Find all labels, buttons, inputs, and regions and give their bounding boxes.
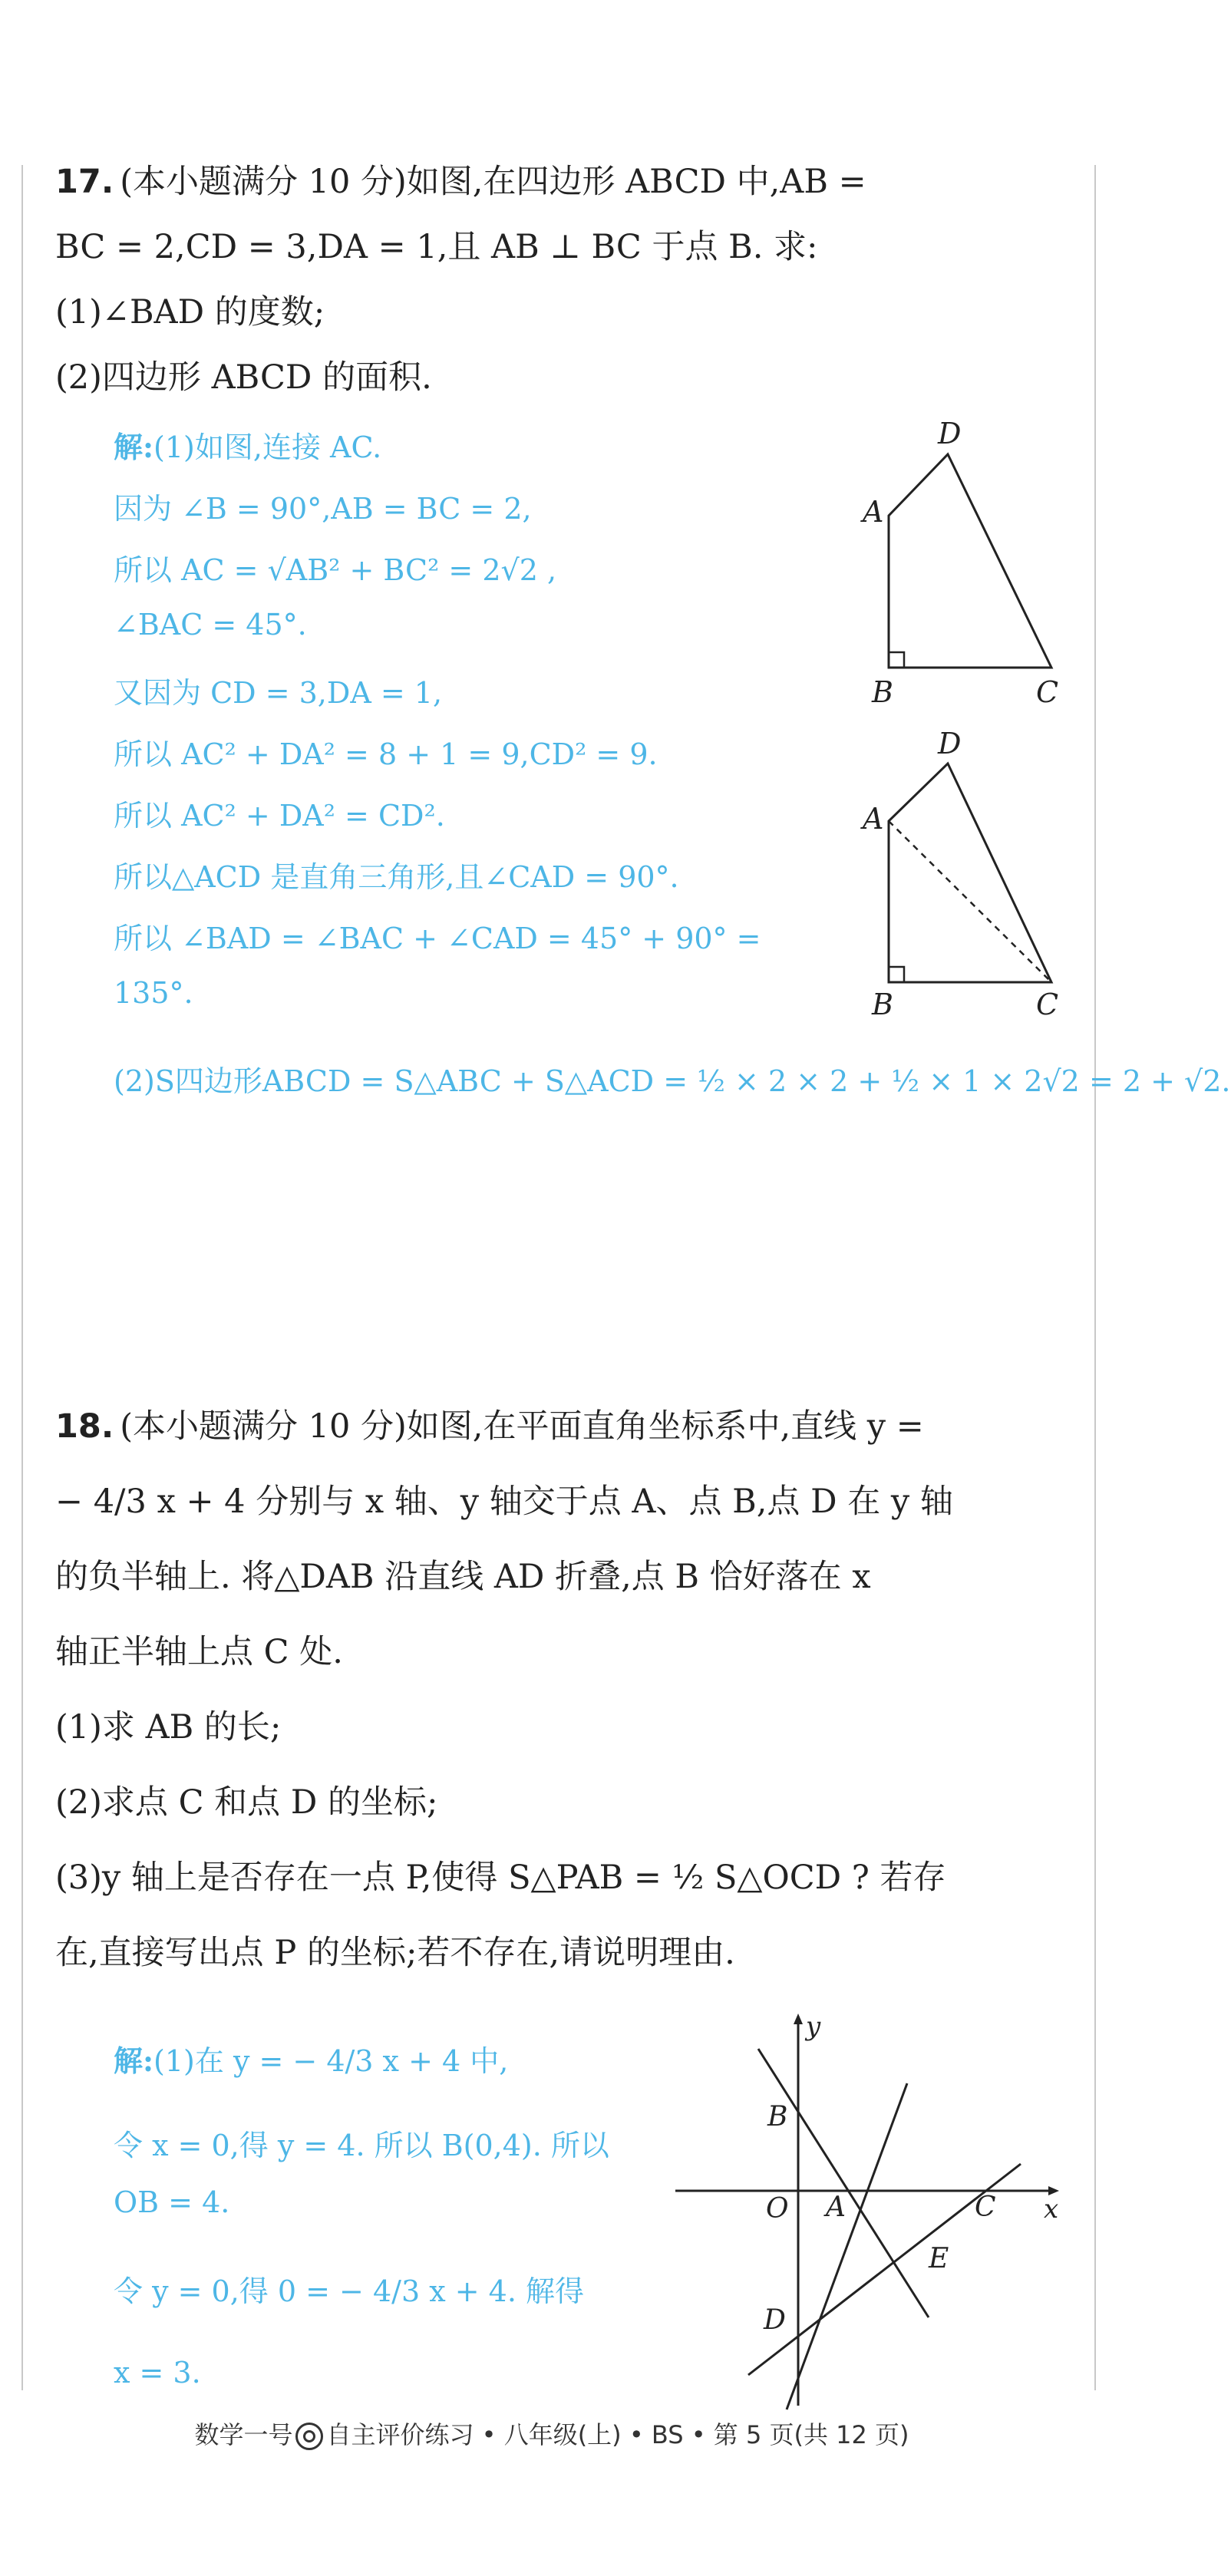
sol17-line11: (2)S四边形ABCD = S△ABC + S△ACD = ½ × 2 × 2 + ½ × 1 × 2√2 = 2 + √2. [114, 1064, 1231, 1098]
label-c: C [1036, 675, 1059, 709]
sol17-line4: ∠BAC = 45°. [114, 608, 307, 642]
label-a: A [826, 2192, 846, 2223]
sol18-keyword: 解: [114, 2043, 154, 2078]
q17-number: 17. [55, 163, 114, 201]
label-e: E [929, 2243, 949, 2274]
label-o: O [766, 2193, 789, 2225]
page-footer [0, 2416, 1104, 2451]
logo-icon [295, 2423, 323, 2450]
q18-number: 18. [55, 1407, 114, 1446]
q18-line2: − 4/3 x + 4 分别与 x 轴、y 轴交于点 A、点 B,点 D 在 y 轴 [55, 1483, 953, 1521]
label-d: D [764, 2304, 786, 2336]
quad-abcd-shape [889, 454, 1051, 668]
figure-coordinate-system [675, 2010, 1074, 2409]
q18-line6: (2)求点 C 和点 D 的坐标; [55, 1783, 438, 1822]
label-d: D [938, 727, 962, 760]
q18-line8: 在,直接写出点 P 的坐标;若不存在,请说明理由. [55, 1934, 735, 1972]
label-x: x [1044, 2194, 1059, 2225]
sol18-line4: 令 y = 0,得 0 = − 4/3 x + 4. 解得 [114, 2274, 584, 2308]
sol17-line2: 因为 ∠B = 90°,AB = BC = 2, [114, 492, 532, 526]
q17-line1 [55, 150, 1053, 215]
sol18-line3: OB = 4. [114, 2185, 230, 2219]
sol17-line1 [114, 424, 381, 466]
sol17-line7: 所以 AC² + DA² = CD². [114, 799, 445, 833]
sol17-line10: 135°. [114, 976, 193, 1010]
label-b: B [872, 988, 893, 1021]
q18-line5: (1)求 AB 的长; [55, 1708, 282, 1746]
q18-line1 [55, 1389, 1053, 1464]
sol17-s1: (1)如图,连接 AC. [153, 430, 382, 464]
right-angle-mark [889, 967, 904, 982]
figure-quadrilateral-2 [852, 729, 1067, 1021]
sol17-line3: 所以 AC = √AB² + BC² = 2√2 , [114, 553, 557, 587]
quad-abcd-shape [889, 764, 1051, 982]
label-c: C [975, 2192, 996, 2223]
q17-line1-text: (本小题满分 10 分)如图,在四边形 ABCD 中,AB = [120, 163, 866, 201]
question-17 [55, 150, 1053, 411]
sol18-line5: x = 3. [114, 2356, 201, 2390]
sol17-keyword: 解: [114, 430, 154, 464]
q18-line3: 的负半轴上. 将△DAB 沿直线 AD 折叠,点 B 恰好落在 x [55, 1558, 871, 1596]
q18-line7: (3)y 轴上是否存在一点 P,使得 S△PAB = ½ S△OCD ? 若存 [55, 1859, 946, 1897]
question-18 [55, 1389, 1053, 1991]
sol17-line6: 所以 AC² + DA² = 8 + 1 = 9,CD² = 9. [114, 737, 658, 771]
footer-info: 自主评价练习 • 八年级(上) • BS • 第 5 页(共 12 页) [326, 2420, 909, 2449]
sol17-line8: 所以△ACD 是直角三角形,且∠CAD = 90°. [114, 860, 679, 894]
line-ab [758, 2049, 929, 2317]
left-margin-line [21, 165, 23, 2390]
right-margin-line [1094, 165, 1096, 2390]
label-c: C [1036, 988, 1059, 1021]
footer-brand: 数学一号 [194, 2420, 293, 2449]
label-a: A [863, 495, 884, 529]
label-a: A [863, 802, 884, 836]
sol18-line1 [114, 2037, 508, 2080]
q18-line1-text: (本小题满分 10 分)如图,在平面直角坐标系中,直线 y = [120, 1407, 924, 1446]
q17-line3: (1)∠BAD 的度数; [55, 293, 325, 331]
label-b: B [872, 675, 893, 709]
sol18-line2: 令 x = 0,得 y = 4. 所以 B(0,4). 所以 [114, 2129, 609, 2162]
q18-line4: 轴正半轴上点 C 处. [55, 1633, 343, 1671]
label-b: B [767, 2101, 788, 2132]
y-axis-arrow [794, 2014, 803, 2024]
q17-line4: (2)四边形 ABCD 的面积. [55, 358, 432, 397]
sol17-line5: 又因为 CD = 3,DA = 1, [114, 676, 443, 710]
sol18-s1: (1)在 y = − 4/3 x + 4 中, [153, 2044, 509, 2078]
line-ad [787, 2083, 907, 2409]
figure-quadrilateral-1 [852, 414, 1067, 714]
label-y: y [806, 2011, 821, 2042]
right-angle-mark [889, 652, 904, 668]
diagonal-ac [889, 821, 1051, 982]
label-d: D [938, 417, 962, 450]
sol17-line9: 所以 ∠BAD = ∠BAC + ∠CAD = 45° + 90° = [114, 922, 761, 955]
q17-line2: BC = 2,CD = 3,DA = 1,且 AB ⊥ BC 于点 B. 求: [55, 228, 818, 266]
